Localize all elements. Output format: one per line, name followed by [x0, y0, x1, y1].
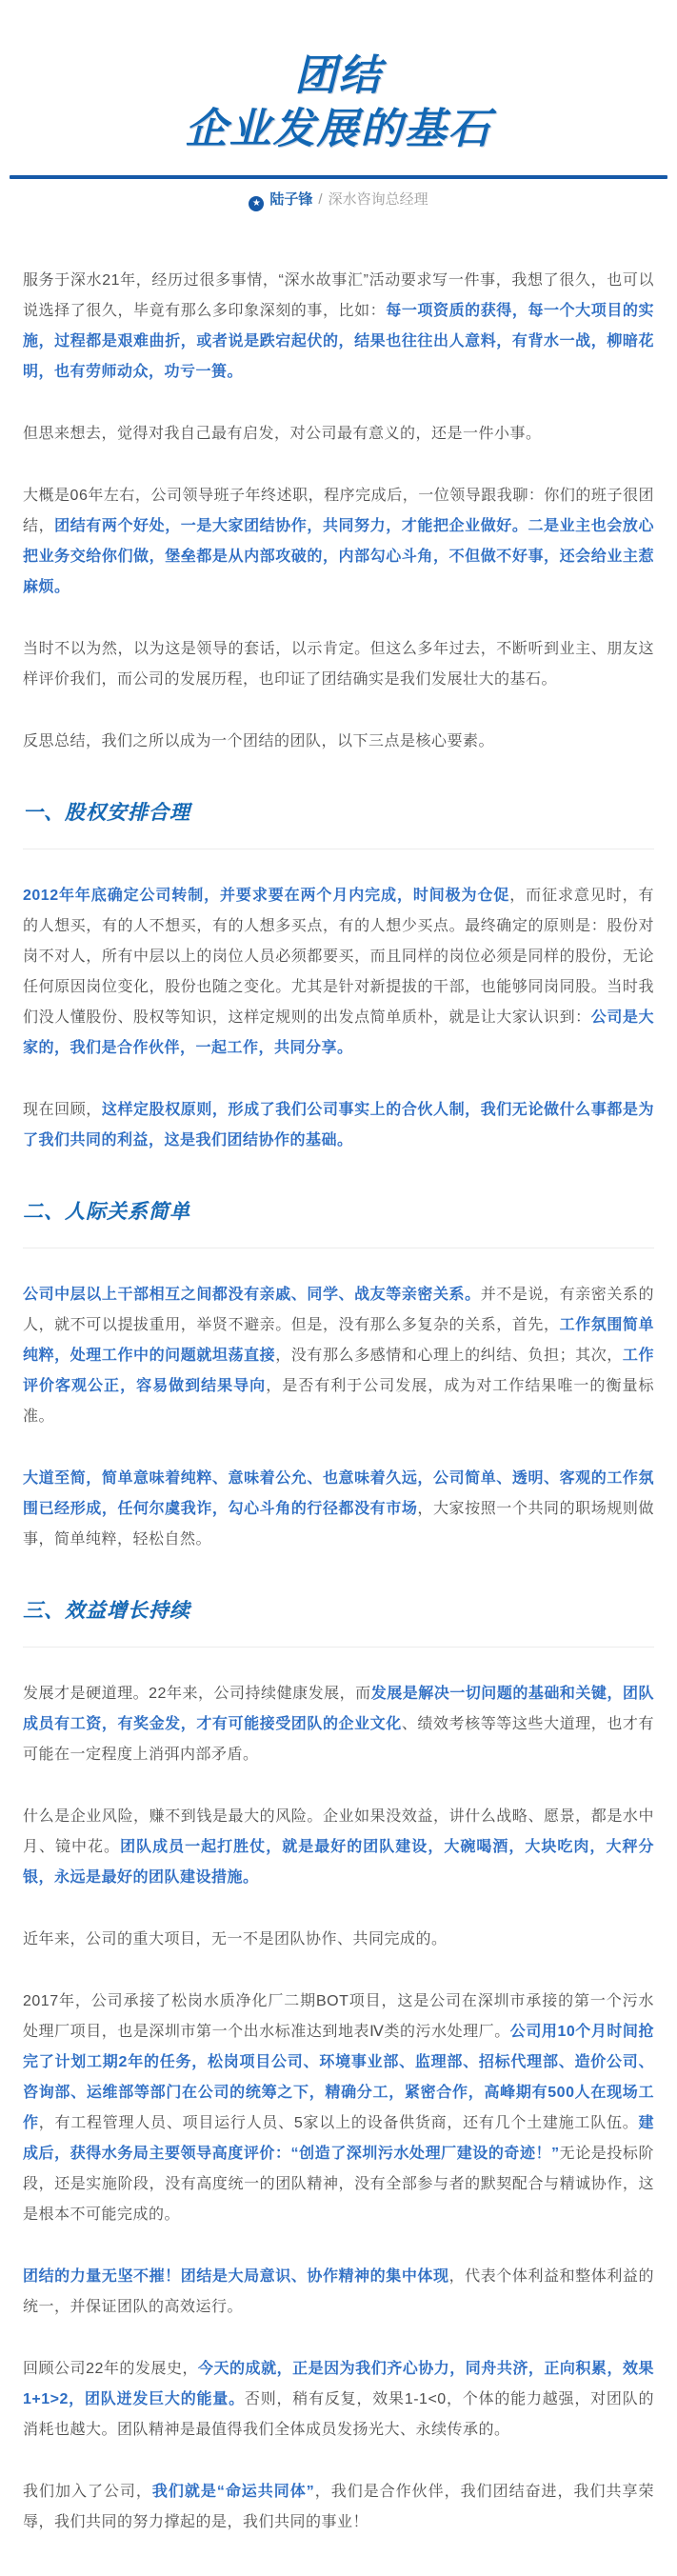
paragraph	[23, 1802, 654, 1893]
star-circle-icon: ★	[249, 196, 264, 211]
emphasized-text: 团结的力量无坚不摧！团结是大局意识、协作精神的集中体现	[23, 2268, 449, 2285]
body-text: ，我们是合作伙伴，我们团结奋进，我们共享荣辱，我们共同的努力撑起的是，我们共同的事业！	[23, 2484, 654, 2530]
body-text: 回顾公司22年的发展史，	[23, 2361, 198, 2377]
body-text: 并不是说，有亲密关系的人，就不可以提拔重用，举贤不避亲。但是，没有那么多复杂的关系，首先，	[23, 1287, 654, 1333]
section-heading-label: 二、人际关系简单	[23, 1201, 190, 1223]
emphasized-text: 建成后，获得水务局主要领导高度评价：“创造了深圳污水处理厂建设的奇迹！”	[23, 2115, 654, 2162]
author-role: 深水咨询总经理	[328, 191, 428, 208]
emphasized-text: 公司中层以上干部相互之间都没有亲戚、同学、战友等亲密关系。	[23, 1287, 481, 1303]
paragraph	[23, 2262, 654, 2323]
body-text: ，是否有利于公司发展，成为对工作结果唯一的衡量标准。	[23, 1378, 654, 1425]
paragraph	[23, 634, 654, 695]
emphasized-text: 团队成员一起打胜仗，就是最好的团队建设，大碗喝酒，大块吃肉，大秤分银，永远是最好的团队建设措施。	[23, 1839, 654, 1886]
emphasized-text: 这样定股权原则，形成了我们公司事实上的合伙人制，我们无论做什么事都是为了我们共同的利益，这是我们团结协作的基础。	[23, 1102, 654, 1148]
emphasized-text: 工作评价客观公正，容易做到结果导向	[23, 1348, 654, 1394]
paragraph	[23, 1987, 654, 2230]
body-text: 无论是投标阶段，还是实施阶段，没有高度统一的团队精神，没有全部参与者的默契配合与精诚协作，这是根本不可能完成的。	[23, 2146, 654, 2223]
author-byline	[0, 190, 677, 211]
emphasized-text: 我们就是“命运共同体”	[151, 2484, 315, 2500]
body-text: 2017年，公司承接了松岗水质净化厂二期BOT项目，这是公司在深圳市承接的第一个污水处理厂项目，也是深圳市第一个出水标准达到地表Ⅳ类的污水处理厂。	[23, 1993, 654, 2040]
page-title-line-2: 企业发展的基石	[185, 106, 492, 152]
emphasized-text: 2012年年底确定公司转制，并要求要在两个月内完成，时间极为仓促	[23, 888, 510, 904]
emphasized-text: 工作氛围简单纯粹，处理工作中的问题就坦荡直接	[23, 1317, 654, 1364]
paragraph	[23, 2354, 654, 2446]
article-body	[0, 211, 677, 2538]
author-name: 陆子锋	[269, 191, 313, 208]
paragraph	[23, 419, 654, 449]
emphasized-text: 每一项资质的获得，每一个大项目的实施，过程都是艰难曲折，或者说是跌宕起伏的，结果也往往出人意料，有背水一战，柳暗花明，也有劳师动众，功亏一篑。	[23, 303, 654, 380]
body-text: 现在回顾，	[23, 1102, 102, 1118]
paragraph	[23, 727, 654, 757]
title-divider	[10, 175, 667, 179]
section-heading	[23, 801, 654, 849]
emphasized-text: 团结有两个好处，一是大家团结协作，共同努力，才能把企业做好。二是业主也会放心把业务交给你们做，堡垒都是从内部攻破的，内部勾心斗角，不但做不好事，还会给业主惹麻烦。	[23, 518, 654, 595]
emphasized-text: 大道至简，简单意味着纯粹、意味着公允、也意味着久远，公司简单、透明、客观的工作氛围已经形成，任何尔虞我诈，勾心斗角的行径都没有市场	[23, 1470, 654, 1517]
body-text: 反思总结，我们之所以成为一个团结的团队，以下三点是核心要素。	[23, 733, 495, 749]
section-heading-label: 三、效益增长持续	[23, 1600, 190, 1622]
section-heading-label: 一、股权安排合理	[23, 802, 190, 824]
body-text: ，而征求意见时，有的人想买，有的人不想买，有的人想多买点，有的人想少买点。最终确定的原则是：股份对岗不对人，所有中层以上的岗位人员必须都要买，而且同样的岗位必须是同样的股份，无论任何原因岗位变化，股份也随之变化。尤其是针对新提拔的干部，也能够同岗同股。当时我们没人懂股份、股权等知识，这样定规则的出发点简单质朴，就是让大家认识到：	[23, 888, 654, 1026]
body-text: ，大家按照一个共同的职场规则做事，简单纯粹，轻松自然。	[23, 1501, 654, 1548]
body-text: 什么是企业风险，赚不到钱是最大的风险。企业如果没效益，讲什么战略、愿景，都是水中月、镜中花。	[23, 1808, 654, 1855]
paragraph	[23, 1095, 654, 1156]
paragraph	[23, 1464, 654, 1555]
body-text: ，代表个体利益和整体利益的统一，并保证团队的高效运行。	[23, 2268, 654, 2315]
section-heading	[23, 1599, 654, 1647]
body-text: 否则，稍有反复，效果1-1<0，个体的能力越强，对团队的消耗也越大。团队精神是最值得我们全体成员发扬光大、永续传承的。	[23, 2391, 654, 2438]
body-text: 大概是06年左右，公司领导班子年终述职，程序完成后，一位领导跟我聊：你们的班子很团结，	[23, 488, 654, 534]
paragraph	[23, 266, 654, 388]
paragraph	[23, 2477, 654, 2538]
body-text: 发展才是硬道理。22年来，公司持续健康发展，而	[23, 1686, 371, 1702]
body-text: 、绩效考核等等这些大道理，也才有可能在一定程度上消弭内部矛盾。	[23, 1716, 654, 1763]
paragraph	[23, 1280, 654, 1432]
body-text: 当时不以为然，以为这是领导的套话，以示肯定。但这么多年过去，不断听到业主、朋友这样评价我们，而公司的发展历程，也印证了团结确实是我们发展壮大的基石。	[23, 641, 654, 688]
body-text: 我们加入了公司，	[23, 2484, 152, 2500]
paragraph	[23, 881, 654, 1064]
page-title-line-1: 团结	[294, 52, 383, 99]
emphasized-text: 发展是解决一切问题的基础和关键，团队成员有工资，有奖金发，才有可能接受团队的企业文化	[23, 1686, 654, 1732]
body-text: ，有工程管理人员、项目运行人员、5家以上的设备供货商，还有几个土建施工队伍。	[38, 2115, 639, 2131]
paragraph	[23, 481, 654, 603]
page-title	[0, 0, 677, 156]
author-separator: /	[318, 191, 323, 208]
body-text: ，没有那么多感情和心理上的纠结、负担；其次，	[275, 1348, 623, 1364]
body-text: 近年来，公司的重大项目，无一不是团队协作、共同完成的。	[23, 1931, 448, 1947]
emphasized-text: 公司是大家的，我们是合作伙伴，一起工作，共同分享。	[23, 1009, 654, 1056]
paragraph	[23, 1925, 654, 1955]
body-text: 服务于深水21年，经历过很多事情，“深水故事汇”活动要求写一件事，我想了很久，也可以说选择了很久，毕竟有那么多印象深刻的事，比如：	[23, 272, 654, 319]
emphasized-text: 公司用10个月时间抢完了计划工期2年的任务，松岗项目公司、环境事业部、监理部、招标代理部、造价公司、咨询部、运维部等部门在公司的统筹之下，精确分工，紧密合作，高峰期有500人在现场工作	[23, 2024, 654, 2131]
body-text: 但思来想去，觉得对我自己最有启发，对公司最有意义的，还是一件小事。	[23, 426, 542, 442]
emphasized-text: 今天的成就，正是因为我们齐心协力，同舟共济，正向积累，效果1+1>2，团队迸发巨大的能量。	[23, 2361, 654, 2407]
section-heading	[23, 1200, 654, 1248]
paragraph	[23, 1679, 654, 1770]
